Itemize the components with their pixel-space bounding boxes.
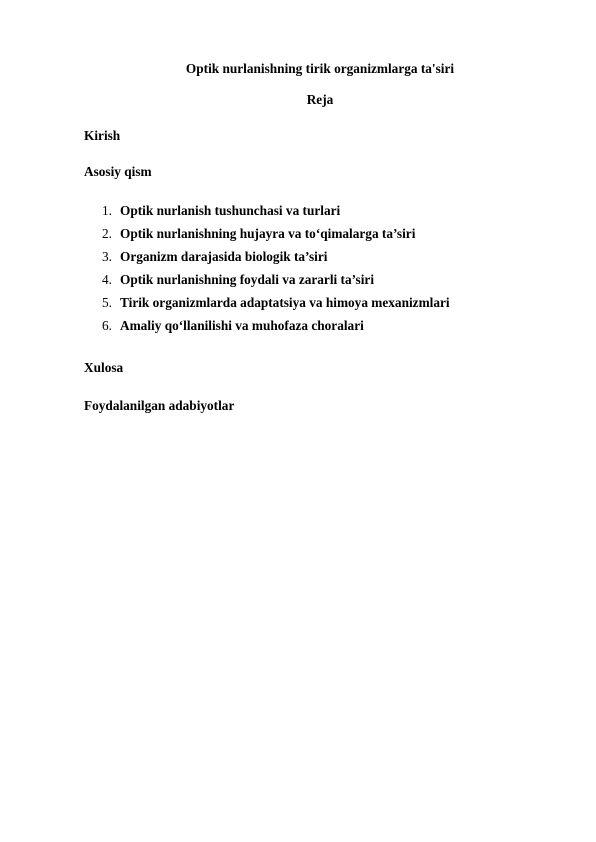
list-item-number: 2. bbox=[102, 226, 112, 241]
list-item-number: 4. bbox=[102, 272, 112, 287]
list-item-text: Optik nurlanishning foydali va zararli ta’siri bbox=[120, 272, 375, 287]
section-references: Foydalanilgan adabiyotlar bbox=[84, 398, 235, 413]
list-item bbox=[102, 295, 450, 318]
list-item-text: Optik nurlanishning hujayra va to‘qimalarga ta’siri bbox=[120, 226, 416, 241]
list-item-number: 3. bbox=[102, 249, 112, 264]
section-main: Asosiy qism bbox=[84, 164, 152, 179]
section-intro: Kirish bbox=[84, 128, 121, 143]
list-item-text: Tirik organizmlarda adaptatsiya va himoya mexanizmlari bbox=[120, 295, 450, 310]
list-item-text: Organizm darajasida biologik ta’siri bbox=[120, 249, 328, 264]
plan-heading: Reja bbox=[306, 92, 334, 107]
list-item bbox=[102, 249, 450, 272]
list-item-number: 6. bbox=[102, 318, 112, 333]
list-item-number: 5. bbox=[102, 295, 112, 310]
list-item-text: Amaliy qo‘llanilishi va muhofaza choralari bbox=[120, 318, 364, 333]
list-item-number: 1. bbox=[102, 203, 112, 218]
section-conclusion: Xulosa bbox=[84, 360, 124, 375]
list-item bbox=[102, 226, 450, 249]
list-item-text: Optik nurlanish tushunchasi va turlari bbox=[120, 203, 341, 218]
list-item bbox=[102, 318, 450, 341]
plan-list bbox=[102, 203, 450, 341]
list-item bbox=[102, 272, 450, 295]
list-item bbox=[102, 203, 450, 226]
document-title: Optik nurlanishning tirik organizmlarga ta'siri bbox=[185, 61, 455, 76]
